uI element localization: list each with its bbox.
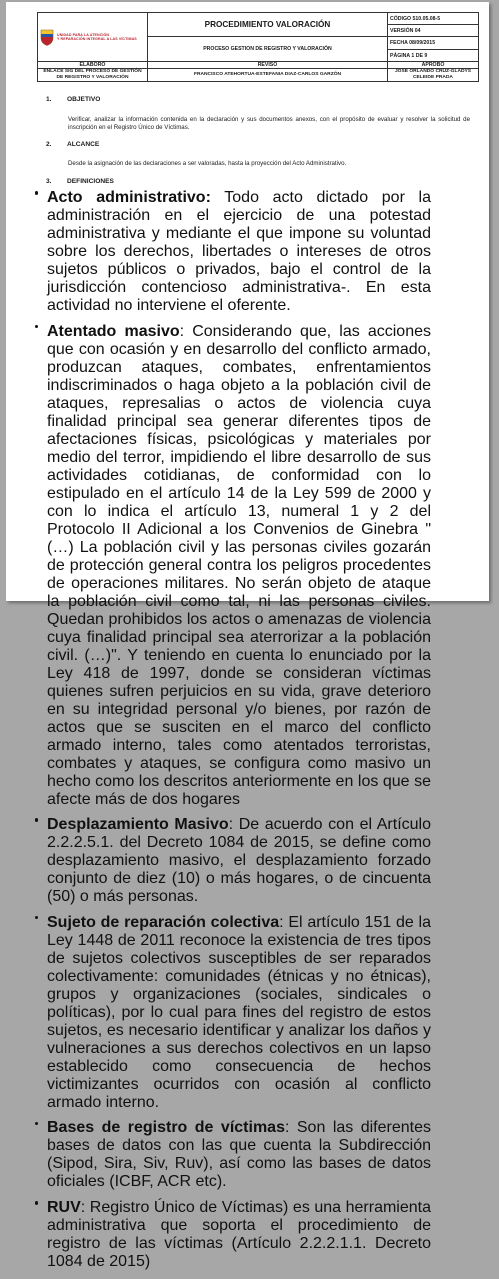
- bullet-icon: [35, 1201, 38, 1204]
- bullet-icon: [35, 916, 38, 919]
- definition-item: Bases de registro de víctimas: Son las diferentes bases de datos con las que cuenta la Subdirección (Sipod, Sira, Siv, Ruv), así como las bases de datos oficiales (ICBF, ACR etc).: [47, 1119, 431, 1191]
- document-date: FECHA 08/09/2015: [388, 37, 479, 50]
- reviso-label: REVISÓ: [148, 62, 388, 69]
- reviso-value: FRANCISCO ATEHORTUA-ESTEFANIA DIAZ-CARLOS GARZÓN: [148, 69, 388, 82]
- definitions-list: [47, 189, 431, 1279]
- document-version: VERSIÓN 04: [388, 25, 479, 37]
- elaboro-label: ELABORÓ: [38, 62, 148, 69]
- logo-cell: [38, 13, 148, 62]
- definition-item: Sujeto de reparación colectiva: El artículo 151 de la Ley 1448 de 2011 reconoce la existencia de tres tipos de sujetos colectivos susceptibles de ser reparados colectivamente: comunidades (étnicas y no étnicas), grupos y organizaciones (sociales, sindicales o políticas), por lo cual para fines del registro de estos sujetos, es necesario identificar y analizar los daños y vulneraciones a sus derechos colectivos en un lapso establecido como consecuencia de hechos victimizantes ocurridos con ocasión al conflicto armado interno.: [47, 914, 431, 1112]
- document-code: CÓDIGO 510.05.08-5: [388, 13, 479, 25]
- aprobo-label: APROBÓ: [388, 62, 479, 69]
- bullet-icon: [35, 191, 38, 194]
- unidad-victimas-logo: [40, 29, 145, 46]
- definition-item: RUV: Registro Único de Víctimas) es una herramienta administrativa que soporta el procedimiento de registro de las víctimas (Artículo 2.2.2.1.1. Decreto 1084 de 2015): [47, 1199, 431, 1271]
- document-page: UNIDAD PARA LA ATENCIÓN Y REPARACIÓN INTEGRAL A LAS VÍCTIMAS PROCEDIMIENTO VALORACIÓN CÓDIGO 510.05.08-5 VERSIÓN 04 PROCESO GESTION DE REGISTRO Y VALORACIÓN FECHA 08/09/2015 PÁGINA 1 DE 9 ELABORÓ REVISÓ APROBÓ ENLACE SIG DEL PROCESO DE GESTIÓN DE REGISTRO Y VALORACIÓN FRANCISCO ATEHORTUA-ESTEFANIA DIAZ-CARLOS GARZÓN JOSE ORLANDO CRUZ-GLADYS CELEIDE PRADA 1. OBJETIVO Verificar, analizar la información contenida en la declaración y sus documentos anexos, con el propósito de evaluar y resolver la solicitud de inscripción en el Registro Único de Víctimas. 2. ALCANCE Desde la asignación de las declaraciones a ser valoradas, hasta la proyección del Acto Administrativo. 3. DEFINICIONES Acto administrativo: Todo acto dictado por la administración en el ejercicio de una potestad administrativa y mediante el que impone su voluntad sobre los derechos, libertades o intereses de otros sujetos públicos o privados, bajo el control de la jurisdicción contencioso administrativa-. En esta actividad no interviene el oferente. Atentado masivo: Considerando que, las acciones que con ocasión y en desarrollo del conflicto armado, produzcan ataques, combates, enfrentamientos indiscriminados o haga objeto a la población civil de ataques, represalias o actos de violencia cuya finalidad principal sea generar diferentes tipos de afectaciones físicas, psicológicas y materiales por medio del terror, impidiendo el libre desarrollo de sus actividades cotidianas, de conformidad con lo estipulado en el artículo 14 de la Ley 599 de 2000 y con lo indica el artículo 13, numeral 1 y 2 del Protocolo II Adicional a los Convenios de Ginebra "(…) La población civil y las personas civiles gozarán de protección general contra los peligros procedentes de operaciones militares. No serán objeto de ataque la población civil como tal, ni las personas civiles. Quedan prohibidos los actos o amenazas de violencia cuya finalidad principal sea aterrorizar a la población civil. (…)". Y teniendo en cuenta lo enunciado por la Ley 418 de 1997, donde se consideran víctimas quienes sufren perjuicios en su vida, grave deterioro en su integridad personal y/o bienes, por razón de actos que se susciten en el marco del conflicto armado interno, tales como atentados terroristas, combates y ataques, se configura como masivo un hecho como los descritos anteriormente en los que se afecte más de dos hogares Desplazamiento Masivo: De acuerdo con el Artículo 2.2.2.5.1. del Decreto 1084 de 2015, se define como desplazamiento masivo, el desplazamiento forzado conjunto de diez (10) o más hogares, o de cincuenta (50) o más personas. Sujeto de reparación colectiva: El artículo 151 de la Ley 1448 de 2011 reconoce la existencia de tres tipos de sujetos colectivos susceptibles de ser reparados colectivamente: comunidades (étnicas y no étnicas), grupos y organizaciones (sociales, sindicales o políticas), por lo cual para fines del registro de estos sujetos, es necesario identificar y analizar los daños y vulneraciones a sus derechos colectivos en un lapso establecido como consecuencia de hechos victimizantes ocurridos con ocasión al conflicto armado interno. Bases de registro de víctimas: Son las diferentes bases de datos con las que cuenta la Subdirección (Sipod, Sira, Siv, Ruv), así como las bases de datos oficiales (ICBF, ACR etc). RUV: Registro Único de Víctimas) es una herramienta administrativa que soporta el procedimiento de registro de las víctimas (Artículo 2.2.2.1.1. Decreto 1084 de 2015): [6, 2, 489, 601]
- section-text-objetivo: Verificar, analizar la información contenida en la declaración y sus documentos anexos, con el propósito de evaluar y resolver la solicitud de inscripción en el Registro Único de Víctimas.: [68, 116, 470, 131]
- definition-item: Atentado masivo: Considerando que, las acciones que con ocasión y en desarrollo del conflicto armado, produzcan ataques, combates, enfrentamientos indiscriminados o haga objeto a la población civil de ataques, represalias o actos de violencia cuya finalidad principal sea generar diferentes tipos de afectaciones físicas, psicológicas y materiales por medio del terror, impidiendo el libre desarrollo de sus actividades cotidianas, de conformidad con lo estipulado en el artículo 14 de la Ley 599 de 2000 y con lo indica el artículo 13, numeral 1 y 2 del Protocolo II Adicional a los Convenios de Ginebra "(…) La población civil y las personas civiles gozarán de protección general contra los peligros procedentes de operaciones militares. No serán objeto de ataque la población civil como tal, ni las personas civiles. Quedan prohibidos los actos o amenazas de violencia cuya finalidad principal sea aterrorizar a la población civil. (…)". Y teniendo en cuenta lo enunciado por la Ley 418 de 1997, donde se consideran víctimas quienes sufren perjuicios en su vida, grave deterioro en su integridad personal y/o bienes, por razón de actos que se susciten en el marco del conflicto armado interno, tales como atentados terroristas, combates y ataques, se configura como masivo un hecho como los descritos anteriormente en los que se afecte más de dos hogares: [47, 323, 431, 809]
- section-text-alcance: Desde la asignación de las declaraciones a ser valoradas, hasta la proyección del Acto Administrativo.: [68, 160, 347, 167]
- page-number: PÁGINA 1 DE 9: [388, 50, 479, 62]
- bullet-icon: [35, 1122, 38, 1125]
- definition-item: Desplazamiento Masivo: De acuerdo con el Artículo 2.2.2.5.1. del Decreto 1084 de 2015, se define como desplazamiento masivo, el desplazamiento forzado conjunto de diez (10) o más hogares, o de cincuenta (50) o más personas.: [47, 816, 431, 906]
- aprobo-value: JOSE ORLANDO CRUZ-GLADYS CELEIDE PRADA: [388, 69, 479, 82]
- bullet-icon: [35, 818, 38, 821]
- document-header-table: [37, 12, 479, 82]
- bullet-icon: [35, 325, 38, 328]
- definition-item: Acto administrativo: Todo acto dictado por la administración en el ejercicio de una potestad administrativa y mediante el que impone su voluntad sobre los derechos, libertades o intereses de otros sujetos públicos o privados, bajo el control de la jurisdicción contencioso administrativa-. En esta actividad no interviene el oferente.: [47, 189, 431, 315]
- process-name: PROCESO GESTION DE REGISTRO Y VALORACIÓN: [148, 37, 388, 62]
- document-title: PROCEDIMIENTO VALORACIÓN: [148, 13, 388, 37]
- elaboro-value: ENLACE SIG DEL PROCESO DE GESTIÓN DE REGISTRO Y VALORACIÓN: [38, 69, 148, 82]
- coat-of-arms-icon: [40, 29, 54, 46]
- logo-text: UNIDAD PARA LA ATENCIÓN Y REPARACIÓN INTEGRAL A LAS VÍCTIMAS: [57, 32, 137, 41]
